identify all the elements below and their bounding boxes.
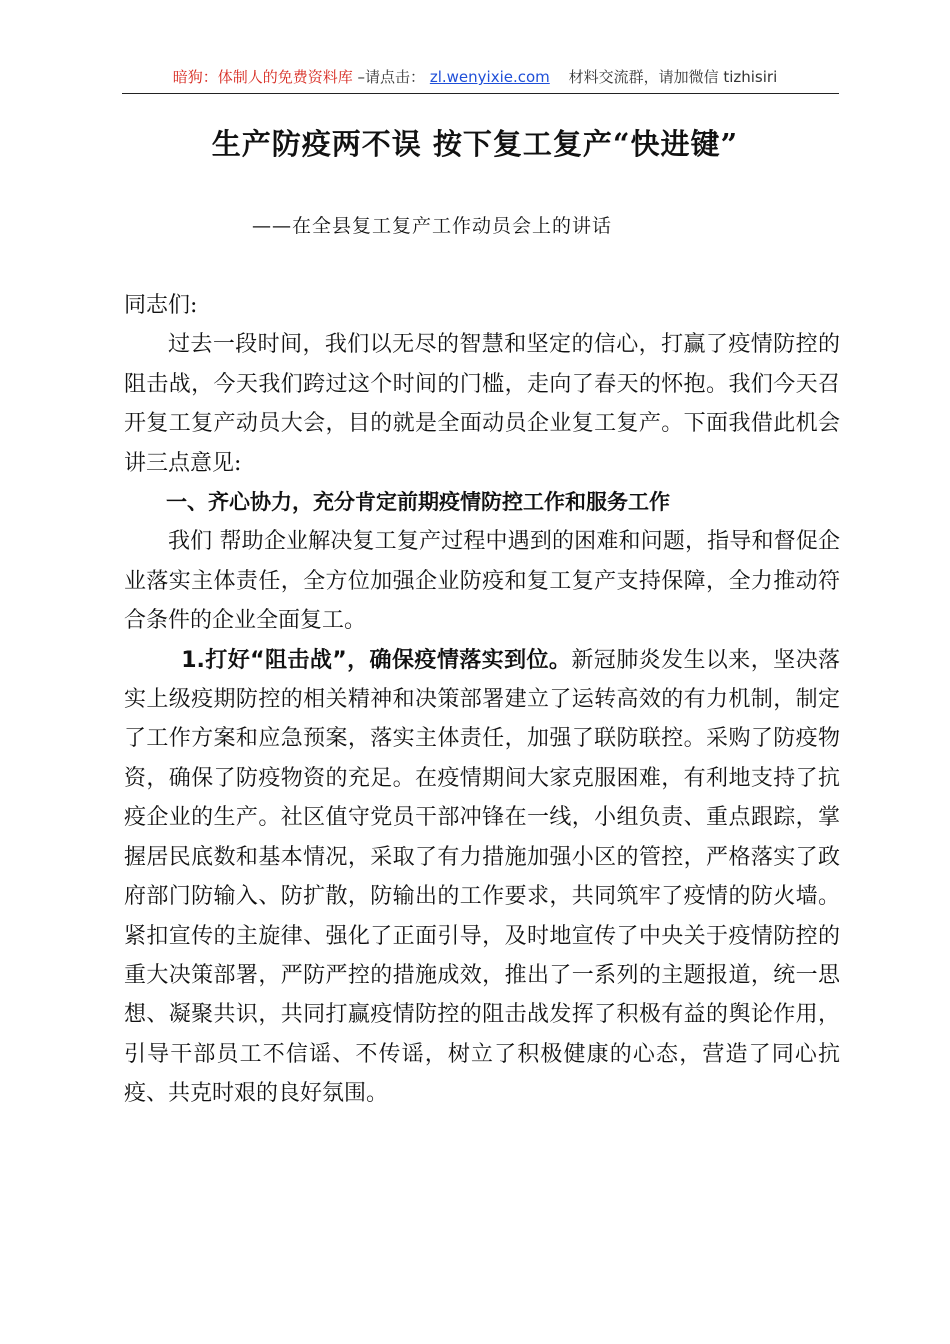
- section-1-paragraph: 我们 帮助企业解决复工复产过程中遇到的困难和问题，指导和督促企业落实主体责任，全方位加强企业防疫和复工复产支持保障，全力推动符合条件的企业全面复工。: [124, 529, 840, 634]
- header-link[interactable]: zl.wenyixie.com: [429, 68, 550, 86]
- header-note: 材料交流群，请加微信 tizhisiri: [568, 68, 778, 86]
- header-click-text: –请点击：: [357, 68, 426, 86]
- item-1-paragraph: [124, 641, 840, 1114]
- salutation: 同志们:: [124, 293, 198, 318]
- item-1-text: 新冠肺炎发生以来，坚决落实上级疫期防控的相关精神和决策部署建立了运转高效的有力机制，制定了工作方案和应急预案，落实主体责任，加强了联防联控。采购了防疫物资，确保了防疫物资的充足。在疫情期间大家克服困难，有利地支持了抗疫企业的生产。社区值守党员干部冲锋在一线，小组负责、重点跟踪，掌握居民底数和基本情况，采取了有力措施加强小区的管控，严格落实了政府部门防输入、防扩散，防输出的工作要求，共同筑牢了疫情的防火墙。 紧扣宣传的主旋律、强化了正面引导，及时地宣传了中央关于疫情防控的重大决策部署，严防严控的措施成效，推出了一系列的主题报道，统一思想、凝聚共识，共同打赢疫情防控的阻击战发挥了积极有益的舆论作用，引导干部员工不信谣、不传谣，树立了积极健康的心态，营造了同心抗疫、共克时艰的良好氛围。: [124, 647, 840, 1107]
- header-source-text: 暗狗：体制人的免费资料库: [172, 68, 353, 86]
- item-1-lead: 1.打好“阻击战”，确保疫情落实到位。: [181, 647, 572, 673]
- section-heading-1: 一、齐心协力，充分肯定前期疫情防控工作和服务工作: [166, 490, 670, 515]
- page-header: [0, 66, 950, 88]
- document-title: 生产防疫两不误 按下复工复产“快进键”: [211, 127, 739, 161]
- intro-paragraph: 过去一段时间，我们以无尽的智慧和坚定的信心，打赢了疫情防控的阻击战，今天我们跨过这个时间的门槛，走向了春天的怀抱。我们今天召开复工复产动员大会，目的就是全面动员企业复工复产。下面我借此机会讲三点意见:: [124, 332, 840, 476]
- document-body: [124, 286, 840, 1114]
- document-subtitle: ——在全县复工复产工作动员会上的讲话: [252, 215, 613, 237]
- header-divider: [122, 93, 839, 94]
